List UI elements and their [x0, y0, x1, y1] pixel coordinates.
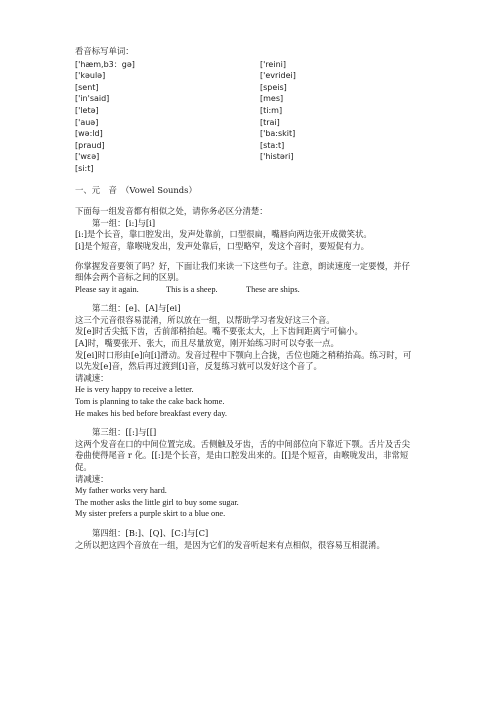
group3-sentence: The mother asks the little girl to buy some sugar. — [75, 497, 239, 507]
section-intro: 下面每一组发音都有相似之处，请你务必区分清楚： — [75, 206, 268, 217]
phonetic-list — [75, 59, 425, 175]
group2-sentence: He is very happy to receive a letter. — [75, 385, 194, 395]
group2-line: 这三个元音很容易混淆，所以放在一组，以帮助学习者发好这三个音。 — [75, 314, 335, 325]
group4-title: 第四组：[B:]、[Q]、[C:]与[C] — [92, 527, 209, 538]
group3-line: 促。 — [75, 462, 92, 472]
group1-title: 第一组：[i:]与[i] — [92, 217, 156, 228]
phonetic-item: ['histəri] — [260, 152, 294, 162]
example-sentence: Please say it again. — [75, 284, 139, 294]
practice-line: 细体会两个音标之间的区别。 — [75, 272, 184, 283]
group3-read-label: 请减速： — [75, 473, 109, 484]
phonetic-item: ['in'said] — [75, 94, 110, 104]
phonetic-item: [sent] — [75, 82, 99, 92]
group3-line: 这两个发音在口的中间位置完成。舌侧触及牙齿，舌的中间部位向下靠近下颚。舌片及舌尖 — [75, 438, 410, 449]
phonetic-item: [trai] — [260, 117, 280, 127]
group2-line: 以先发[e]音，然后再过渡到[i]音，反复练习就可以发好这个音了。 — [75, 361, 322, 372]
document-content — [75, 46, 425, 551]
group3-sentence: My father works very hard. — [75, 486, 167, 496]
phonetic-item: ['reini] — [260, 59, 286, 69]
group2-line: 发[ei]时口形由[e]向[i]滑动。发音过程中下颚向上合拢，舌位也随之稍稍抬高。练习时，可 — [75, 349, 412, 360]
group4-line: 之所以把这四个音放在一组，是因为它们的发音听起来有点相似，很容易互相混淆。 — [75, 539, 385, 550]
phonetic-column-right — [260, 59, 425, 175]
group2-line: [A]时，嘴要张开、张大，而且尽量放宽，刚开始练习时可以夸张一点。 — [75, 338, 339, 349]
phonetic-item: [praud] — [75, 140, 105, 150]
phonetic-item: ['evridei] — [260, 71, 296, 81]
group3-title: 第三组：[[:]与[[] — [92, 427, 157, 438]
group2-line: 发[e]时舌尖抵下齿，舌前部稍抬起。嘴不要张太大，上下齿间距离宁可偏小。 — [75, 326, 363, 337]
example-sentence: These are ships. — [246, 284, 300, 294]
group3-sentence: My sister prefers a purple skirt to a blue one. — [75, 509, 226, 519]
phonetic-item: [sta:t] — [260, 140, 285, 150]
section-title: 一、元 音 （Vowel Sounds） — [75, 184, 197, 195]
phonetic-item: ['ba:skit] — [260, 129, 296, 139]
group2-read-label: 请减速： — [75, 372, 109, 383]
phonetic-item: [speis] — [260, 82, 287, 92]
phonetic-item: ['hæm,b3：gə] — [75, 59, 135, 69]
group2-sentence: He makes his bed before breakfast every day. — [75, 408, 228, 418]
phonetic-item: ['auə] — [75, 117, 99, 127]
group2-sentence: Tom is planning to take the cake back home. — [75, 397, 225, 407]
phonetic-item: [mes] — [260, 94, 284, 104]
phonetic-item: ['kəulə] — [75, 71, 106, 81]
exercise-intro: 看音标写单词： — [75, 46, 134, 56]
example-sentence: This is a sheep. — [166, 284, 218, 294]
group3-line: 卷曲使得尾音 r 化。[[:]是个长音，是由口腔发出来的。[[]是个短音，由喉咙发出，非常短 — [75, 450, 409, 461]
phonetic-item: ['wεə] — [75, 152, 100, 162]
group2-title: 第二组：[e]、[A]与[ei] — [92, 303, 181, 314]
group1-line: [i]是个短音，靠喉咙发出，发声处靠后，口型略窄，发这个音时，要短促有力。 — [75, 240, 369, 251]
example-sentences — [75, 284, 425, 296]
practice-line: 你掌握发音要领了吗？好，下面让我们来读一下这些句子。注意，朗读速度一定要慢，并仔 — [75, 260, 410, 271]
phonetic-item: [wə:ld] — [75, 129, 103, 139]
phonetic-item: ['letə] — [75, 105, 99, 115]
group1-line: [i:]是个长音，靠口腔发出，发声处靠前，口型很扁，嘴唇向两边张开成微笑状。 — [75, 229, 372, 240]
phonetic-column-left — [75, 59, 260, 175]
phonetic-item: [ti:m] — [260, 105, 283, 115]
phonetic-item: [si:t] — [75, 163, 94, 173]
